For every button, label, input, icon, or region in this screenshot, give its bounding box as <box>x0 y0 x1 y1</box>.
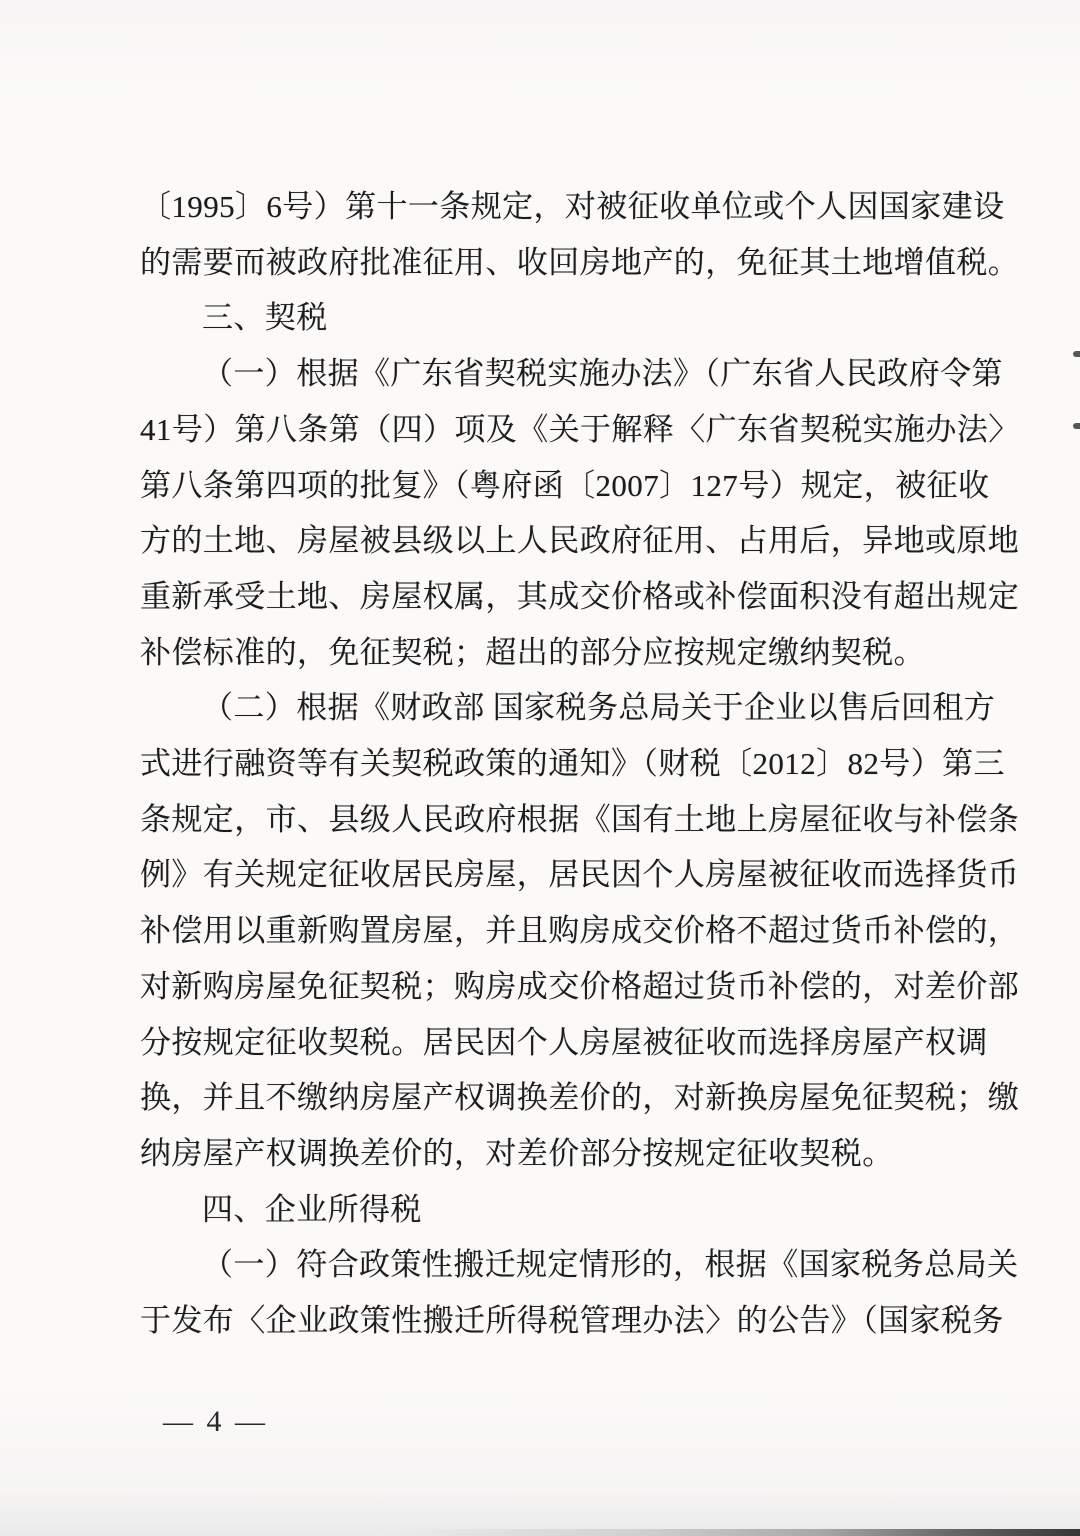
text-line: 的需要而被政府批准征用、收回房地产的，免征其土地增值税。 <box>140 244 1020 280</box>
section-heading-contract-tax: 三、契税 <box>202 300 328 336</box>
scan-artifact-bottom-smudge <box>400 1529 1080 1536</box>
text-line: 补偿用以重新购置房屋，并且购房成交价格不超过货币补偿的， <box>140 913 1020 949</box>
text-line: 〔1995〕6号）第十一条规定，对被征收单位或个人因国家建设 <box>140 189 1005 224</box>
text-line: 条规定，市、县级人民政府根据《国有土地上房屋征收与补偿条 <box>140 801 1020 837</box>
scan-artifact-edge-mark <box>1073 423 1080 429</box>
text-line: 式进行融资等有关契税政策的通知》（财税〔2012〕82号）第三 <box>140 746 1005 782</box>
text-line: 例》有关规定征收居民房屋，居民因个人房屋被征收而选择货币 <box>140 857 1020 893</box>
document-body <box>140 179 1020 1349</box>
text-line: 纳房屋产权调换差价的，对差价部分按规定征收契税。 <box>140 1135 894 1171</box>
text-line: 对新购房屋免征契税；购房成交价格超过货币补偿的，对差价部 <box>140 968 1020 1004</box>
text-line: 方的土地、房屋被县级以上人民政府征用、占用后，异地或原地 <box>140 523 1020 559</box>
text-line: 重新承受土地、房屋权属，其成交价格或补偿面积没有超出规定 <box>140 578 1020 614</box>
text-line: （一）根据《广东省契税实施办法》（广东省人民政府令第 <box>202 356 1003 392</box>
text-line: 41号）第八条第（四）项及《关于解释〈广东省契税实施办法〉 <box>140 411 1020 447</box>
text-line: 于发布〈企业政策性搬迁所得税管理办法〉的公告》（国家税务 <box>140 1303 1004 1339</box>
section-heading-enterprise-income-tax: 四、企业所得税 <box>202 1191 422 1227</box>
scan-artifact-edge-mark <box>1073 351 1080 357</box>
text-line: （二）根据《财政部 国家税务总局关于企业以售后回租方 <box>202 690 996 726</box>
text-line: 换，并且不缴纳房屋产权调换差价的，对新换房屋免征契税；缴 <box>140 1080 1020 1116</box>
text-line: 第八条第四项的批复》（粤府函〔2007〕127号）规定，被征收 <box>140 467 990 503</box>
text-line: 分按规定征收契税。居民因个人房屋被征收而选择房屋产权调 <box>140 1024 988 1060</box>
text-line: （一）符合政策性搬迁规定情形的，根据《国家税务总局关 <box>202 1247 1019 1283</box>
page-number: — 4 — <box>163 1405 268 1438</box>
text-line: 补偿标准的，免征契税；超出的部分应按规定缴纳契税。 <box>140 634 925 670</box>
